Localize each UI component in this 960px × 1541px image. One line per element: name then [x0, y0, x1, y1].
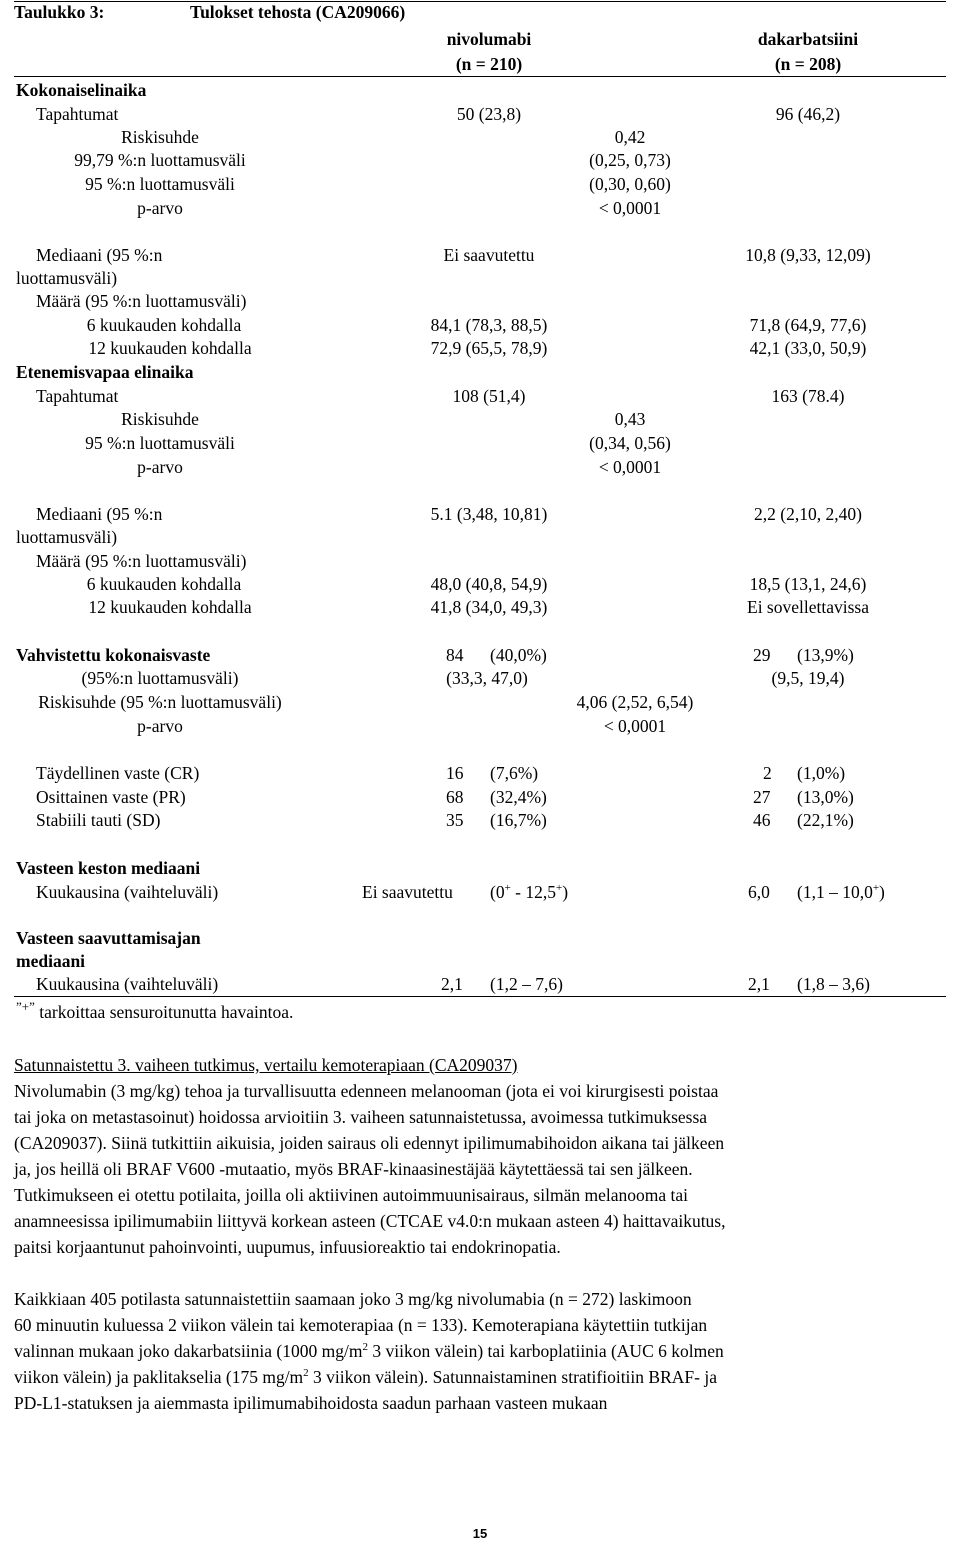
os-median-nivo: Ei saavutettu [443, 245, 535, 265]
os-6m-nivo: 84,1 (78,3, 88,5) [430, 315, 548, 335]
os-median-label-cont: luottamusväli) [16, 268, 118, 288]
paragraph-line: (CA209037). Siinä tutkittiin aikuisia, joiden sairaus oli edennyt ipilimumabihoidon aikana tai jälkeen [14, 1133, 725, 1153]
pfs-events-dac: 163 (78.4) [771, 386, 845, 406]
paragraph-line: 60 minuutin kuluessa 2 viikon välein tai kemoterapiaa (n = 133). Kemoterapiana käytettiin tutkijan [14, 1315, 708, 1335]
orr-pct-dac: (13,9%) [797, 645, 854, 665]
os-events-dac: 96 (46,2) [775, 104, 841, 124]
orr-ci-label: (95%:n luottamusväli) [81, 668, 239, 688]
pfs-12m-nivo: 41,8 (34,0, 49,3) [430, 597, 548, 617]
paragraph-line: Tutkimukseen ei otettu potilaita, joilla oli aktiivinen autoimmuunisairaus, silmän melanooma tai [14, 1185, 688, 1205]
paragraph-line: PD-L1-statuksen ja aiemmasta ipilimumabihoidosta saadun parhaan vasteen mukaan [14, 1393, 608, 1413]
os-ci9979-label: 99,79 %:n luottamusväli [74, 150, 246, 170]
table-cell: (13,0%) [797, 787, 854, 807]
ttr-heading-cont: mediaani [16, 951, 86, 971]
os-12m-nivo: 72,9 (65,5, 78,9) [430, 338, 548, 358]
os-median-label: Mediaani (95 %:n [36, 245, 163, 265]
pfs-median-dac: 2,2 (2,10, 2,40) [754, 504, 862, 524]
pfs-hr: 0,43 [614, 409, 646, 429]
table-cell: 2 [763, 763, 772, 783]
footnote: ”+” tarkoittaa sensuroitunutta havaintoa. [16, 999, 294, 1022]
orr-or-label: Riskisuhde (95 %:n luottamusväli) [38, 692, 282, 712]
orr-p: < 0,0001 [603, 716, 667, 736]
os-ci95-label: 95 %:n luottamusväli [85, 174, 235, 194]
os-events-nivo: 50 (23,8) [456, 104, 522, 124]
table-cell: (32,4%) [490, 787, 547, 807]
orr-or: 4,06 (2,52, 6,54) [576, 692, 694, 712]
pfs-heading: Etenemisvapaa elinaika [16, 362, 194, 382]
col-dacarbazine-n: (n = 208) [774, 54, 842, 74]
paragraph-line: valinnan mukaan joko dakarbatsiinia (1000 $mg/m^2$ 3 viikon välein) tai karboplatiinia (AUC 6 kolmen [14, 1341, 724, 1361]
ttr-label: Kuukausina (vaihteluväli) [36, 974, 219, 994]
ttr-value-nivo: 2,1 [441, 974, 463, 994]
table-label: Taulukko 3: [14, 2, 105, 22]
dor-label: Kuukausina (vaihteluväli) [36, 882, 219, 902]
paragraph-line: paitsi korjaantunut pahoinvointi, uupumus, infuusioreaktio tai endokrinopatia. [14, 1237, 561, 1257]
ttr-heading: Vasteen saavuttamisajan [16, 928, 201, 948]
col-nivolumab-n: (n = 210) [455, 54, 523, 74]
os-12m-label: 12 kuukauden kohdalla [88, 338, 252, 358]
section-heading: Satunnaistettu 3. vaiheen tutkimus, vertailu kemoterapiaan (CA209037) [14, 1055, 518, 1075]
page-number: 15 [472, 1526, 488, 1541]
orr-heading: Vahvistettu kokonaisvaste [16, 645, 211, 665]
table-cell: (22,1%) [797, 810, 854, 830]
os-hr: 0,42 [614, 127, 646, 147]
table-row: Osittainen vaste (PR) [36, 787, 186, 807]
pfs-hr-label: Riskisuhde [121, 409, 199, 429]
os-ci9979: (0,25, 0,73) [589, 150, 671, 170]
os-rate-label: Määrä (95 %:n luottamusväli) [36, 291, 247, 311]
orr-pct-nivo: (40,0%) [490, 645, 547, 665]
orr-ci-dac: (9,5, 19,4) [771, 668, 845, 688]
pfs-ci95: (0,34, 0,56) [589, 433, 671, 453]
table-row: Stabiili tauti (SD) [36, 810, 161, 830]
ttr-range-nivo: (1,2 ‒ 7,6) [490, 974, 563, 994]
os-median-dac: 10,8 (9,33, 12,09) [745, 245, 871, 265]
table-title: Tulokset tehosta (CA209066) [190, 2, 406, 22]
pfs-p-label: p-arvo [137, 457, 183, 477]
table-top-rule [14, 1, 946, 2]
pfs-6m-label: 6 kuukauden kohdalla [86, 574, 242, 594]
dor-value-nivo: Ei saavutettu [362, 882, 453, 902]
col-nivolumab-name: nivolumabi [446, 29, 532, 49]
pfs-events-nivo: 108 (51,4) [452, 386, 526, 406]
ttr-range-dac: (1,8 ‒ 3,6) [797, 974, 870, 994]
os-6m-dac: 71,8 (64,9, 77,6) [749, 315, 867, 335]
dor-heading: Vasteen keston mediaani [16, 858, 201, 878]
pfs-12m-dac: Ei sovellettavissa [747, 597, 869, 617]
table-header-rule [14, 76, 946, 77]
table-row: Täydellinen vaste (CR) [36, 763, 200, 783]
pfs-6m-nivo: 48,0 (40,8, 54,9) [430, 574, 548, 594]
paragraph-line: ja, jos heillä oli BRAF V600 -mutaatio, myös BRAF-kinaasinestäjää käytettäessä tai sen jälkeen. [14, 1159, 693, 1179]
pfs-median-nivo: 5.1 (3,48, 10,81) [430, 504, 548, 524]
pfs-p: < 0,0001 [598, 457, 662, 477]
pfs-median-label: Mediaani (95 %:n [36, 504, 163, 524]
pfs-ci95-label: 95 %:n luottamusväli [85, 433, 235, 453]
table-cell: 35 [446, 810, 464, 830]
col-dacarbazine-name: dakarbatsiini [757, 29, 859, 49]
os-12m-dac: 42,1 (33,0, 50,9) [749, 338, 867, 358]
paragraph-line: Nivolumabin (3 mg/kg) tehoa ja turvallisuutta edenneen melanooman (jota ei voi kirurgisesti poistaa [14, 1081, 719, 1101]
orr-n-nivo: 84 [446, 645, 464, 665]
table-cell: 27 [753, 787, 771, 807]
table-cell: 16 [446, 763, 464, 783]
table-cell: (16,7%) [490, 810, 547, 830]
dor-range-dac: (1,1 ‒ 10,0+) [797, 882, 885, 902]
os-p-label: p-arvo [137, 198, 183, 218]
orr-n-dac: 29 [753, 645, 771, 665]
paragraph-line: tai joka on metastasoinut) hoidossa arvioitiin 3. vaiheen satunnaistetussa, avoimessa tutkimuksessa [14, 1107, 708, 1127]
table-bottom-rule [14, 996, 946, 997]
os-ci95: (0,30, 0,60) [589, 174, 671, 194]
table-cell: 46 [753, 810, 771, 830]
ttr-value-dac: 2,1 [748, 974, 770, 994]
orr-p-label: p-arvo [137, 716, 183, 736]
pfs-median-label-cont: luottamusväli) [16, 527, 118, 547]
os-heading: Kokonaiselinaika [16, 80, 147, 100]
paragraph-line: Kaikkiaan 405 potilasta satunnaistettiin saamaan joko 3 mg/kg nivolumabia (n = 272) laskimoon [14, 1289, 692, 1309]
pfs-6m-dac: 18,5 (13,1, 24,6) [749, 574, 867, 594]
pfs-12m-label: 12 kuukauden kohdalla [88, 597, 252, 617]
pfs-rate-label: Määrä (95 %:n luottamusväli) [36, 551, 247, 571]
paragraph-line: viikon välein) ja paklitakselia (175 $mg/m^2$ 3 viikon välein). Satunnaistaminen stratifioitiin BRAF- ja [14, 1367, 717, 1387]
os-events-label: Tapahtumat [36, 104, 119, 124]
dor-value-dac: 6,0 [748, 882, 770, 902]
table-cell: 68 [446, 787, 464, 807]
table-cell: (1,0%) [797, 763, 846, 783]
paragraph-line: anamneesissa ipilimumabiin liittyvä korkean asteen (CTCAE v4.0:n mukaan asteen 4) haittavaikutus, [14, 1211, 726, 1231]
table-cell: (7,6%) [490, 763, 539, 783]
pfs-events-label: Tapahtumat [36, 386, 119, 406]
os-p: < 0,0001 [598, 198, 662, 218]
dor-range-nivo: (0+ - 12,5+) [490, 882, 569, 902]
orr-ci-nivo: (33,3, 47,0) [446, 668, 528, 688]
os-hr-label: Riskisuhde [121, 127, 199, 147]
os-6m-label: 6 kuukauden kohdalla [86, 315, 242, 335]
